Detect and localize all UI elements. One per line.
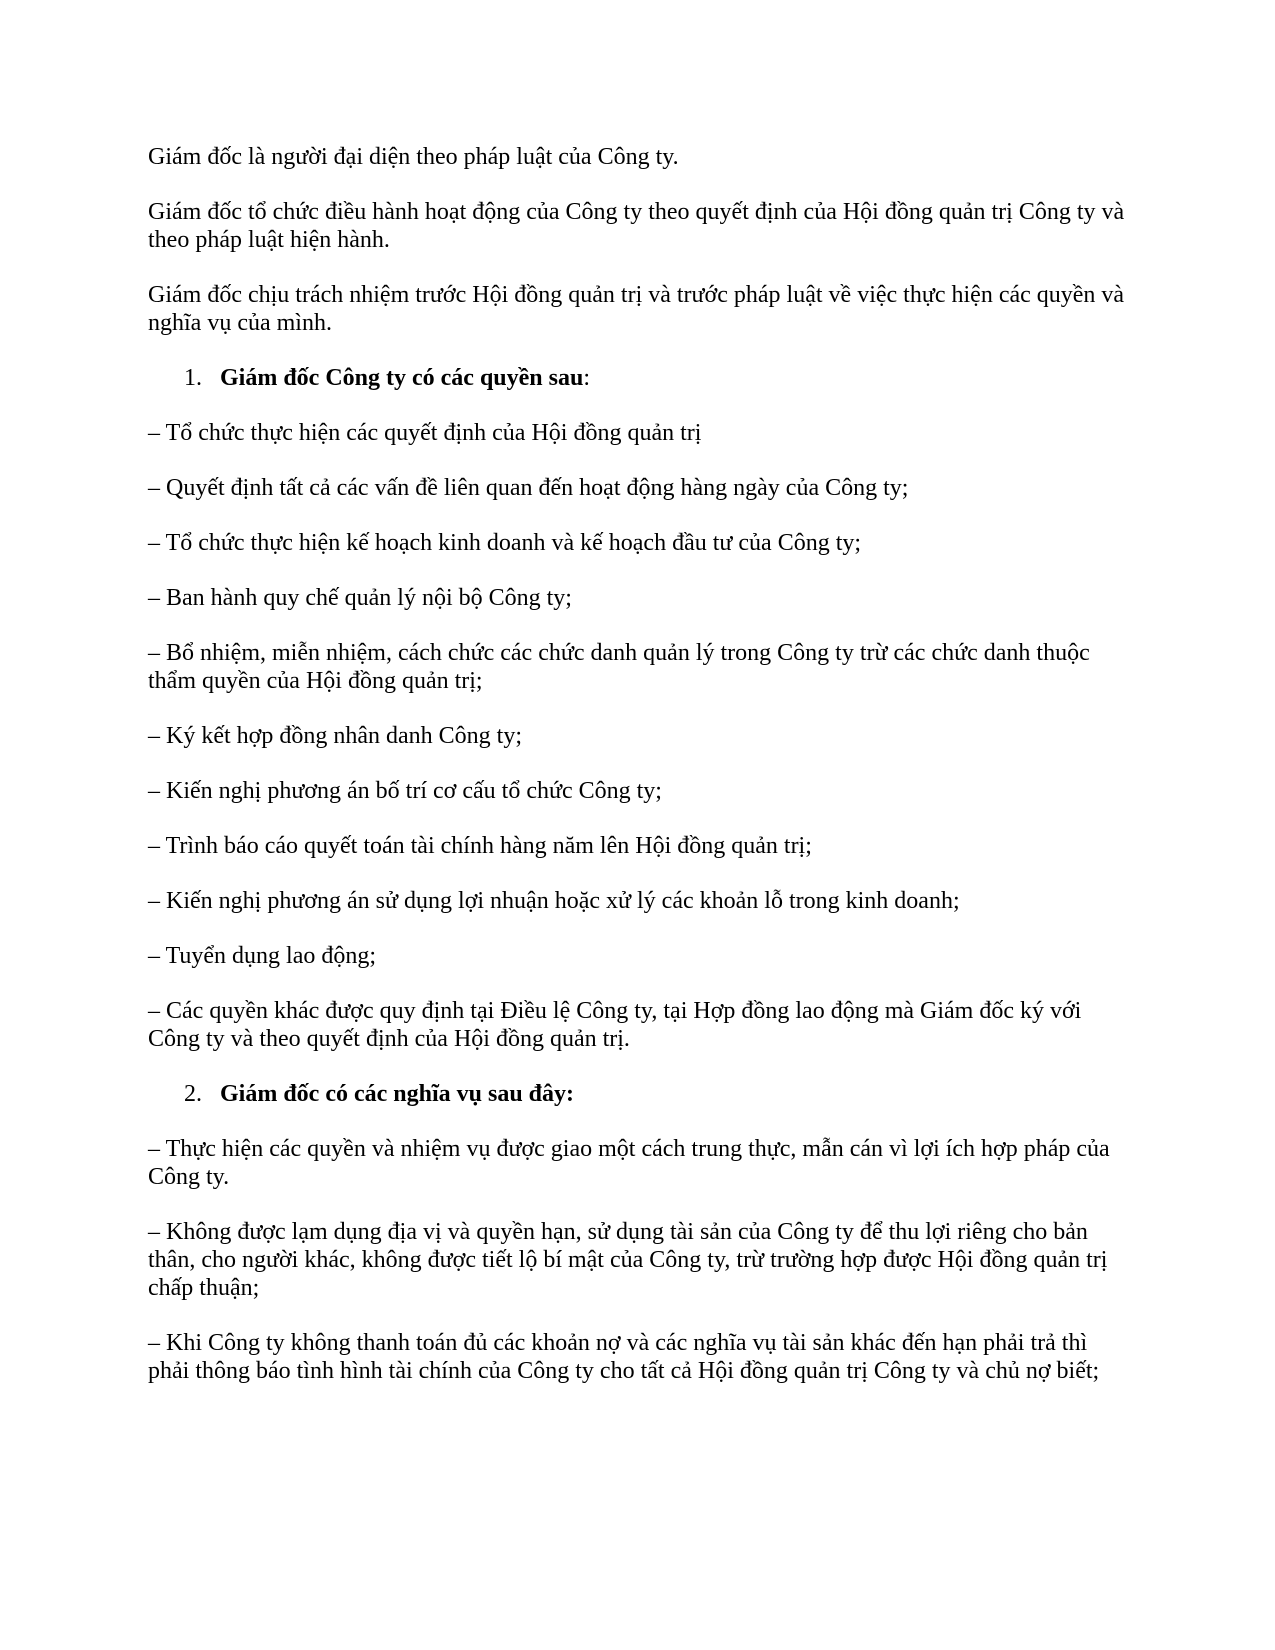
section-1-item: – Các quyền khác được quy định tại Điều lệ Công ty, tại Hợp đồng lao động mà Giám đốc ký với Công ty và theo quyết định của Hội đồng quản trị. [148,998,1082,1052]
intro-paragraph-1: Giám đốc là người đại diện theo pháp luật của Công ty. [148,144,679,170]
section-2-item: – Không được lạm dụng địa vị và quyền hạn, sử dụng tài sản của Công ty để thu lợi riêng cho bản thân, cho người khác, không được tiết lộ bí mật của Công ty, trừ trường hợp được Hội đồng quản trị chấp thuận; [148,1219,1108,1301]
section-1-number: 1. [184,365,202,391]
section-1-item: – Quyết định tất cả các vấn đề liên quan đến hoạt động hàng ngày của Công ty; [148,475,909,501]
section-1-item: – Trình báo cáo quyết toán tài chính hàng năm lên Hội đồng quản trị; [148,833,812,859]
section-2-heading [148,1080,1128,1108]
section-1-item: – Tổ chức thực hiện kế hoạch kinh doanh và kế hoạch đầu tư của Công ty; [148,530,862,556]
section-1-item: – Ban hành quy chế quản lý nội bộ Công ty; [148,585,572,611]
section-1-heading [148,364,1128,392]
section-1-item: – Kiến nghị phương án sử dụng lợi nhuận hoặc xử lý các khoản lỗ trong kinh doanh; [148,888,960,914]
intro-paragraph-3: Giám đốc chịu trách nhiệm trước Hội đồng quản trị và trước pháp luật về việc thực hiện các quyền và nghĩa vụ của mình. [148,282,1125,336]
intro-paragraph-2: Giám đốc tổ chức điều hành hoạt động của Công ty theo quyết định của Hội đồng quản trị Công ty và theo pháp luật hiện hành. [148,199,1125,253]
section-1-item: – Tuyển dụng lao động; [148,943,377,969]
section-1-item: – Kiến nghị phương án bố trí cơ cấu tổ chức Công ty; [148,778,662,804]
section-1-item: – Ký kết hợp đồng nhân danh Công ty; [148,723,522,749]
section-2-number: 2. [184,1081,202,1107]
document-page [148,143,1128,1412]
section-1-item: – Tổ chức thực hiện các quyết định của Hội đồng quản trị [148,420,702,446]
section-2-title: Giám đốc có các nghĩa vụ sau đây: [220,1081,575,1107]
section-1-item: – Bổ nhiệm, miễn nhiệm, cách chức các chức danh quản lý trong Công ty trừ các chức danh thuộc thẩm quyền của Hội đồng quản trị; [148,640,1090,694]
section-1-title-suffix: : [583,365,591,391]
section-2-item: – Khi Công ty không thanh toán đủ các khoản nợ và các nghĩa vụ tài sản khác đến hạn phải trả thì phải thông báo tình hình tài chính của Công ty cho tất cả Hội đồng quản trị Công ty và chủ nợ biết; [148,1330,1100,1384]
section-2-item: – Thực hiện các quyền và nhiệm vụ được giao một cách trung thực, mẫn cán vì lợi ích hợp pháp của Công ty. [148,1136,1110,1190]
section-1-title: Giám đốc Công ty có các quyền sau [220,365,584,391]
